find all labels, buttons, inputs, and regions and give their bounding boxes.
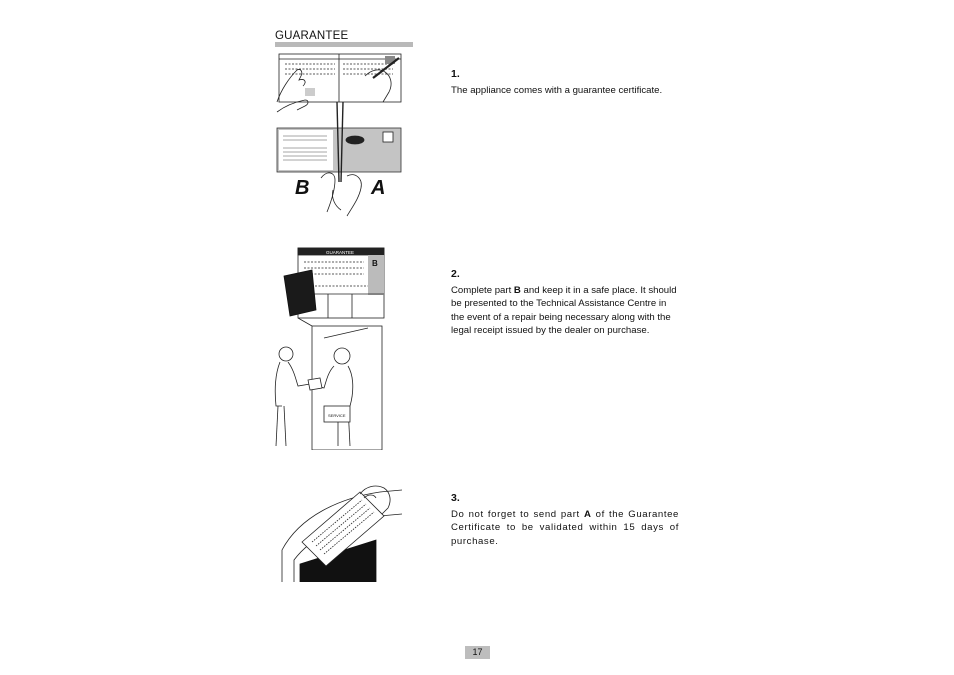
step-2 xyxy=(451,268,679,338)
step-3-text-before: Do not forget to send part xyxy=(451,508,584,520)
part-b-cut-label: B xyxy=(295,177,310,199)
page-number: 17 xyxy=(465,646,490,659)
step-2-number: 2. xyxy=(451,268,460,280)
part-a-cut-label: A xyxy=(371,177,386,199)
step-2-text-before: Complete part xyxy=(451,284,514,296)
title-rule xyxy=(275,42,413,47)
card-b-label: B xyxy=(372,259,378,268)
step-3 xyxy=(451,492,679,548)
service-case-label: SERVICE xyxy=(328,413,346,418)
step-3-number: 3. xyxy=(451,492,460,504)
step-3-part-label: A xyxy=(583,508,592,520)
step-1-number: 1. xyxy=(451,68,460,80)
illustration-posting-certificate xyxy=(280,480,402,582)
illustration-presenting-certificate xyxy=(268,246,388,450)
step-2-part-label: B xyxy=(513,284,521,296)
certificate-title-label: GUARANTEE xyxy=(326,250,355,255)
step-3-text xyxy=(451,508,679,549)
step-1-text: The appliance comes with a guarantee certificate. xyxy=(451,84,663,96)
illustration-cutting-certificate xyxy=(275,52,405,220)
section-title: GUARANTEE xyxy=(275,30,349,42)
step-2-text xyxy=(451,284,679,338)
step-1 xyxy=(451,68,679,97)
step-2-text-after: and keep it in a safe place. It should be presented to the Technical Assistance Centre in the event of a repair being necessary along with the legal receipt issued by the dealer on purchase. xyxy=(451,284,677,336)
step-3-text-after: of the Guarantee Certificate to be validated within 15 days of purchase. xyxy=(451,508,679,547)
